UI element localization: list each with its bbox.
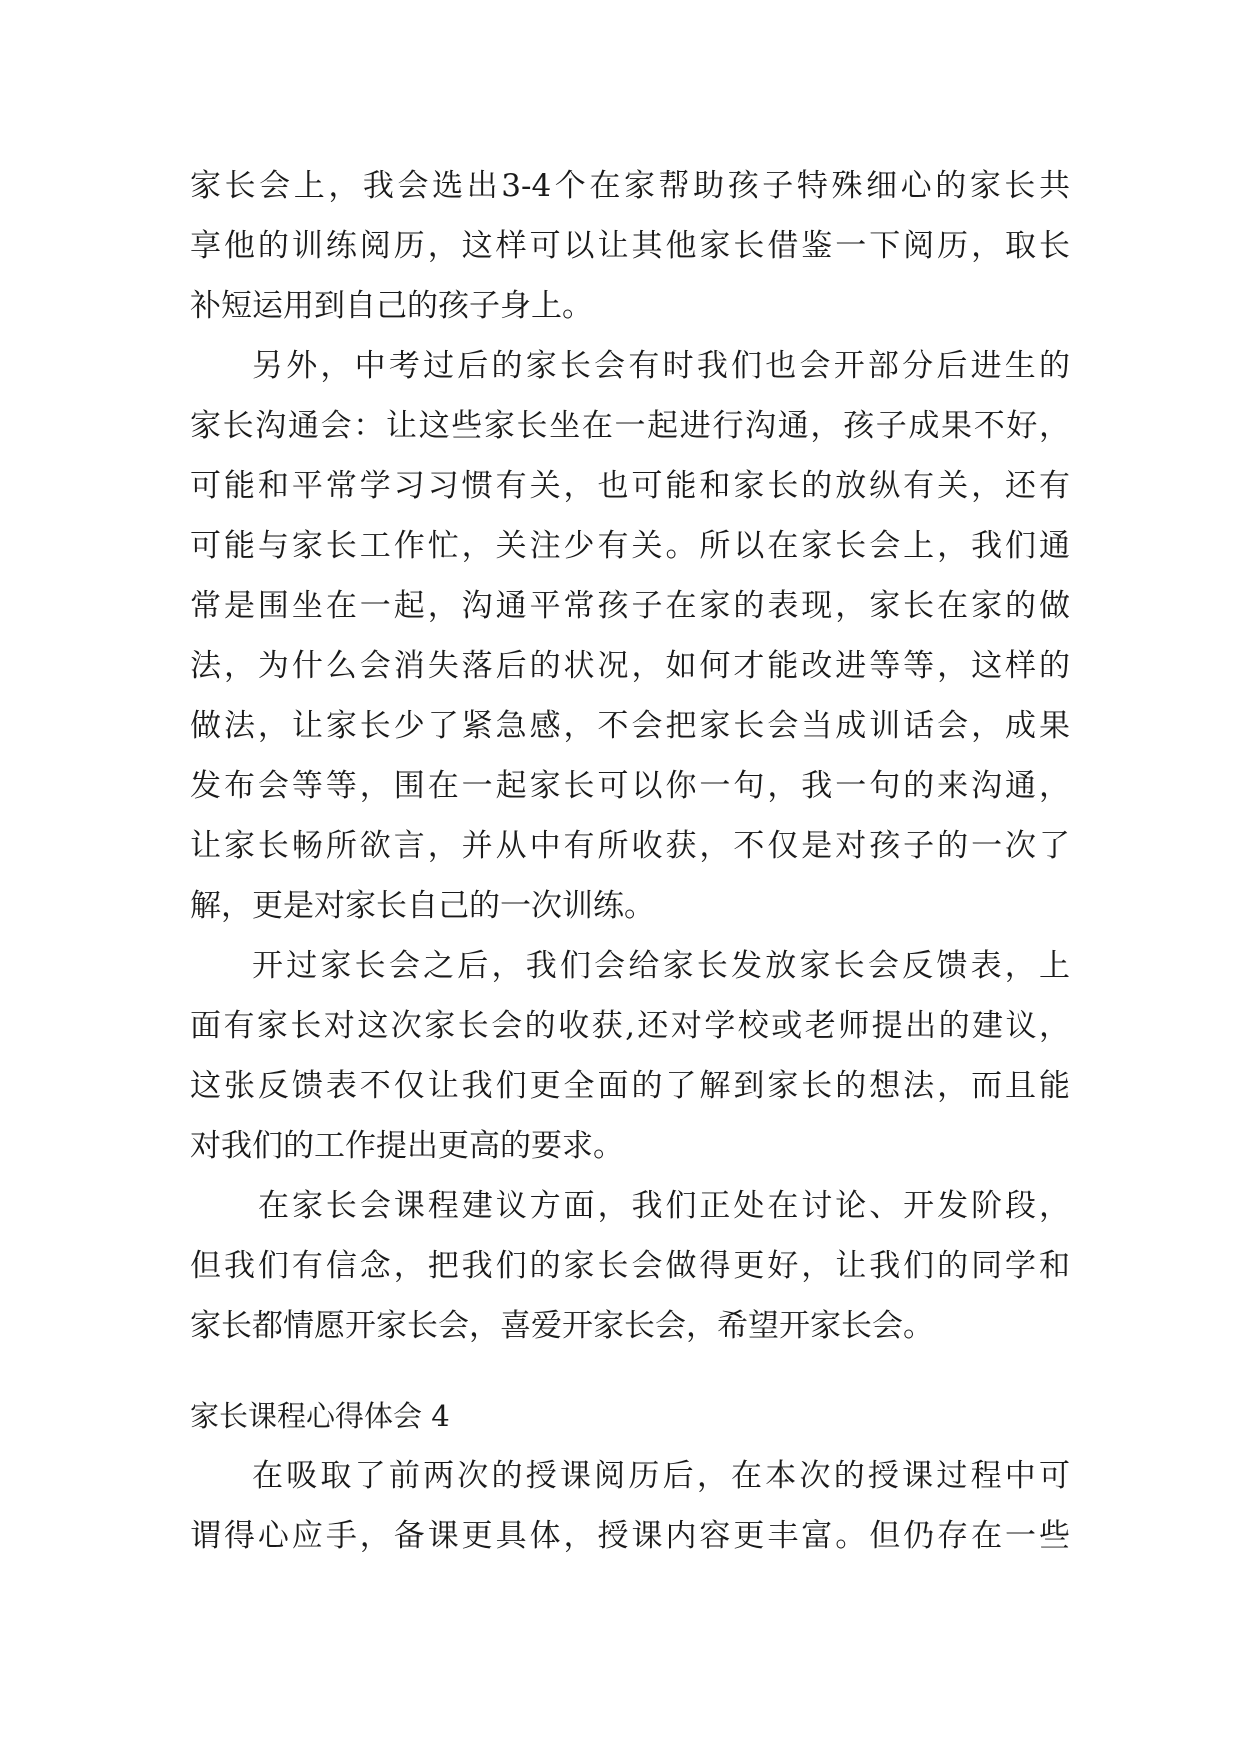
- body-text-line: 可能和平常学习习惯有关，也可能和家长的放纵有关，还有: [190, 468, 1070, 504]
- body-text-line: 家长会上，我会选出3-4个在家帮助孩子特殊细心的家长共: [190, 168, 1070, 204]
- body-text-line: 但我们有信念，把我们的家长会做得更好，让我们的同学和: [190, 1248, 1070, 1284]
- body-text-line: 做法，让家长少了紧急感，不会把家长会当成训话会，成果: [190, 708, 1070, 744]
- body-text-line: 在家长会课程建议方面，我们正处在讨论、开发阶段，: [258, 1188, 1070, 1224]
- body-text-line: 家长都情愿开家长会，喜爱开家长会，希望开家长会。: [190, 1308, 934, 1344]
- section-heading: 家长课程心得体会 4: [190, 1399, 450, 1433]
- body-text-line: 可能与家长工作忙，关注少有关。所以在家长会上，我们通: [190, 528, 1070, 564]
- body-text-line: 法，为什么会消失落后的状况，如何才能改进等等，这样的: [190, 648, 1070, 684]
- body-text-line: 享他的训练阅历，这样可以让其他家长借鉴一下阅历，取长: [190, 228, 1070, 264]
- body-text-line: 常是围坐在一起，沟通平常孩子在家的表现，家长在家的做: [190, 588, 1070, 624]
- body-text-line: 开过家长会之后，我们会给家长发放家长会反馈表，上: [252, 948, 1070, 984]
- body-text-line: 谓得心应手，备课更具体，授课内容更丰富。但仍存在一些: [190, 1518, 1070, 1554]
- body-text-line: 发布会等等，围在一起家长可以你一句，我一句的来沟通，: [190, 768, 1070, 804]
- body-text-line: 解，更是对家长自己的一次训练。: [190, 888, 655, 924]
- body-text-line: 另外，中考过后的家长会有时我们也会开部分后进生的: [252, 348, 1070, 384]
- body-text-line: 对我们的工作提出更高的要求。: [190, 1128, 624, 1164]
- body-text-line: 面有家长对这次家长会的收获,还对学校或老师提出的建议，: [190, 1008, 1070, 1044]
- body-text-line: 补短运用到自己的孩子身上。: [190, 288, 593, 324]
- body-text-line: 家长沟通会：让这些家长坐在一起进行沟通，孩子成果不好，: [190, 408, 1070, 444]
- body-text-line: 这张反馈表不仅让我们更全面的了解到家长的想法，而且能: [190, 1068, 1070, 1104]
- body-text-line: 让家长畅所欲言，并从中有所收获，不仅是对孩子的一次了: [190, 828, 1070, 864]
- body-text-line: 在吸取了前两次的授课阅历后，在本次的授课过程中可: [252, 1458, 1070, 1494]
